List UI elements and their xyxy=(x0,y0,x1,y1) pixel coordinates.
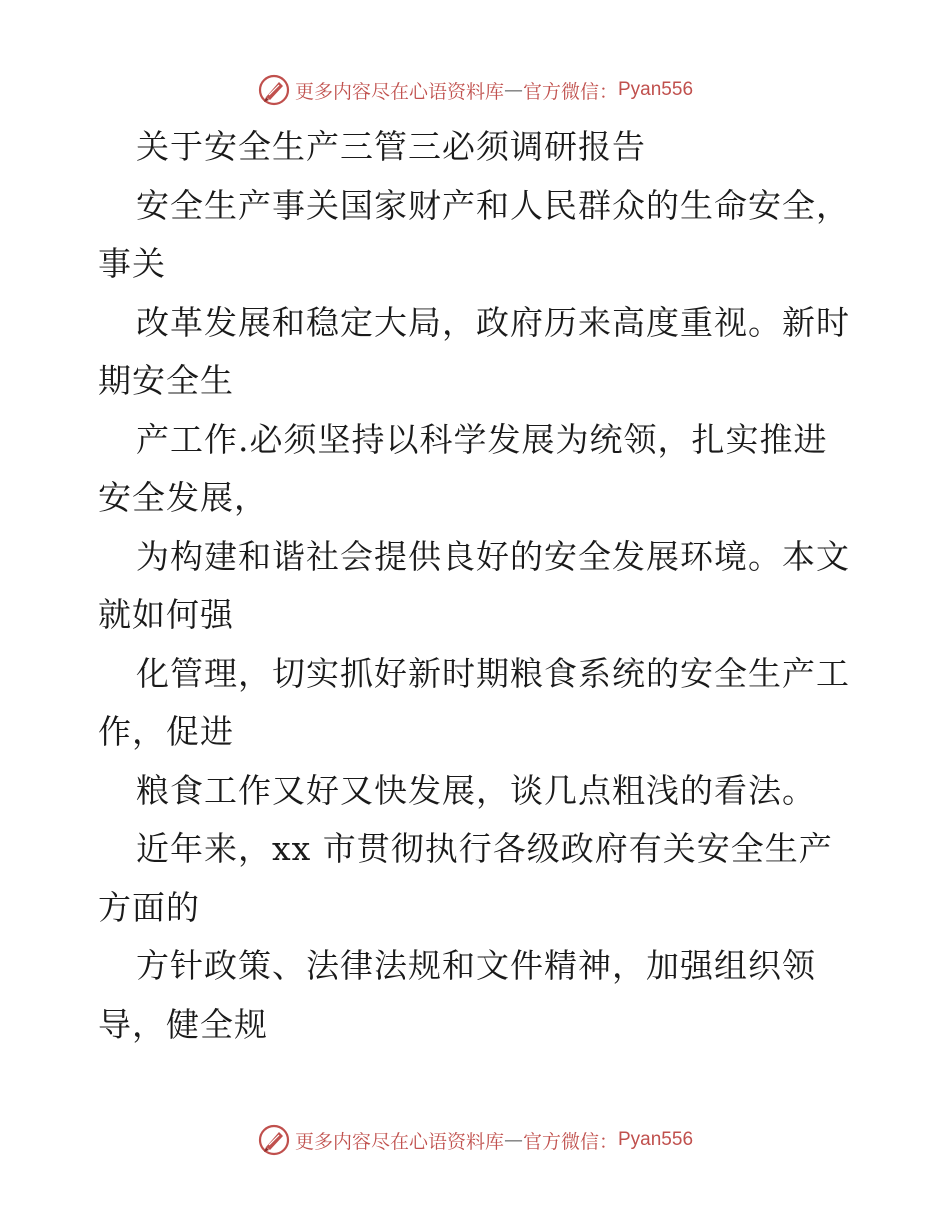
promo-text: 更多内容尽在心语资料库 xyxy=(294,80,504,103)
header-banner xyxy=(0,68,950,112)
document-line: 方针政策、法律法规和文件精神，加强组织领 xyxy=(136,946,816,985)
banner-dash: — xyxy=(503,79,523,101)
document-line: 方面的 xyxy=(98,887,200,927)
document-line: 近年来，xx 市贯彻执行各级政府有关安全生产 xyxy=(136,829,833,868)
document-line: 期安全生 xyxy=(98,361,234,400)
document-line: 粮食工作又好又快发展，谈几点粗浅的看法。 xyxy=(136,770,816,810)
document-line: 就如何强 xyxy=(98,595,234,634)
document-line: 安全生产事关国家财产和人民群众的生命安全， xyxy=(136,185,850,225)
banner-dash: — xyxy=(503,1129,523,1151)
pen-nib-logo-icon xyxy=(257,1123,291,1157)
document-line: 安全发展， xyxy=(98,478,268,517)
document-line: 为构建和谐社会提供良好的安全发展环境。本文 xyxy=(136,536,850,576)
document-title: 关于安全生产三管三必须调研报告 xyxy=(136,127,646,166)
document-line: 改革发展和稳定大局，政府历来高度重视。新时 xyxy=(136,302,850,342)
promo-text: 更多内容尽在心语资料库 xyxy=(294,1130,504,1153)
footer-banner xyxy=(0,1118,950,1162)
document-body xyxy=(98,118,858,1054)
document-line: 事关 xyxy=(98,244,166,283)
wechat-label: 官方微信： xyxy=(522,80,618,103)
document-line: 产工作.必须坚持以科学发展为统领，扎实推进 xyxy=(136,419,828,459)
wechat-label: 官方微信： xyxy=(522,1130,618,1153)
document-line: 化管理，切实抓好新时期粮食系统的安全生产工 xyxy=(136,653,850,693)
document-line: 导，健全规 xyxy=(98,1004,268,1044)
wechat-handle: Pyan556 xyxy=(618,79,694,100)
wechat-handle: Pyan556 xyxy=(618,1129,694,1150)
document-line: 作，促进 xyxy=(98,712,234,751)
pen-nib-logo-icon xyxy=(257,73,291,107)
